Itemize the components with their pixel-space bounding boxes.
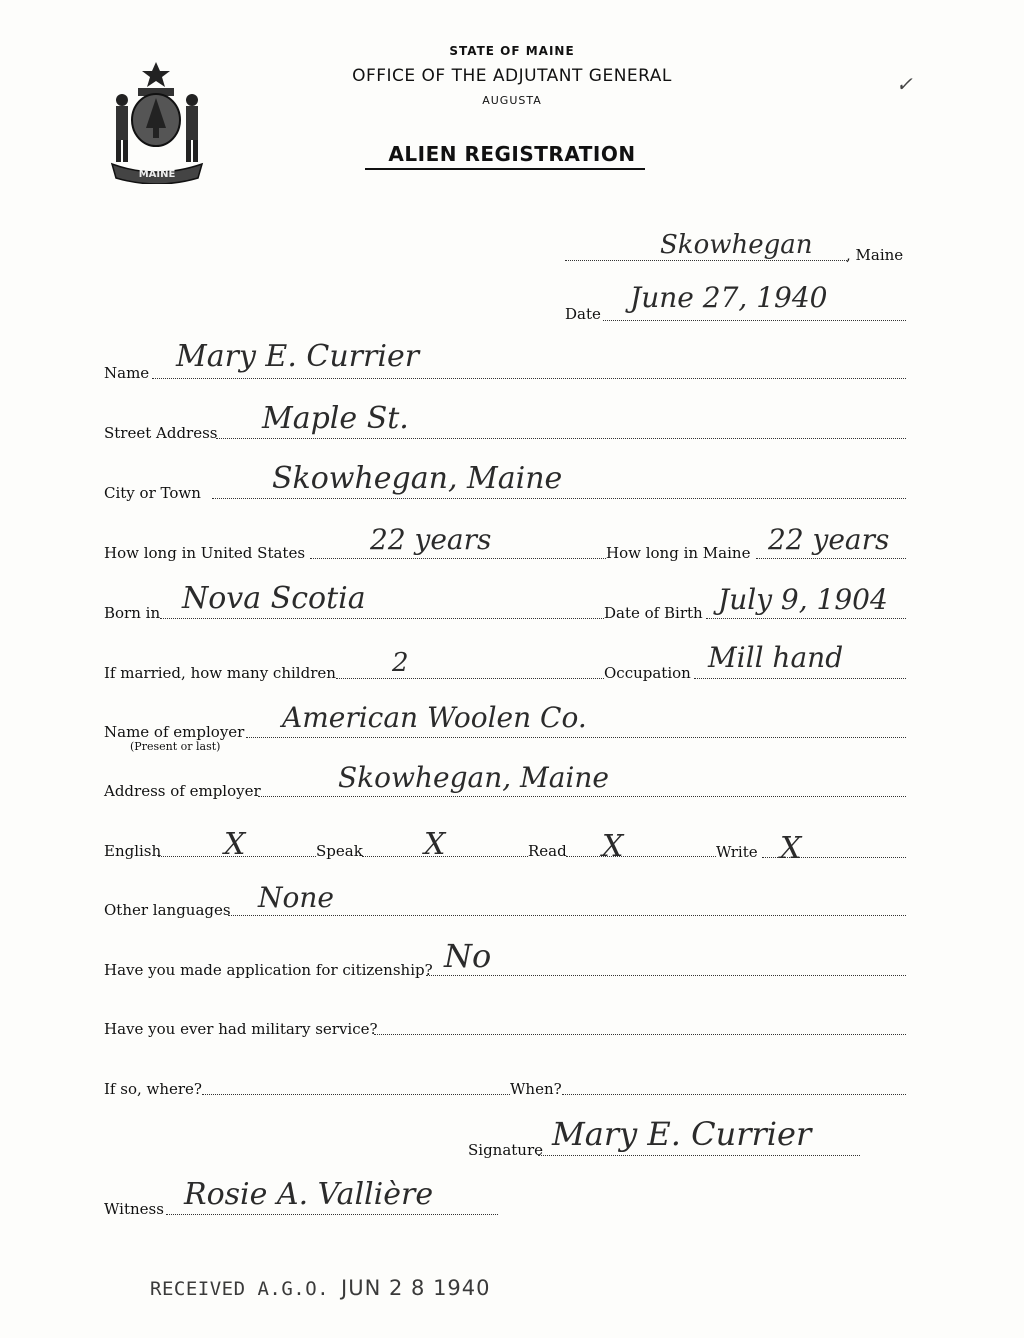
how-long-us-label: How long in United States	[104, 544, 306, 562]
occupation-label: Occupation	[604, 664, 691, 682]
name-label: Name	[104, 364, 150, 382]
city-or-town-label: City or Town	[104, 484, 201, 502]
write-value: X	[780, 831, 802, 866]
date-label: Date	[565, 305, 601, 323]
born-in-line	[160, 618, 604, 619]
read-value: X	[602, 829, 624, 864]
when-line	[562, 1094, 906, 1095]
employer-name-value: American Woolen Co.	[282, 701, 587, 734]
english-value: X	[224, 827, 246, 862]
when-label: When?	[510, 1080, 562, 1098]
employer-address-label: Address of employer	[104, 782, 261, 800]
date-of-birth-line	[706, 618, 906, 619]
english-label: English	[104, 842, 162, 860]
how-long-us-value: 22 years	[370, 523, 492, 556]
where-line	[202, 1094, 510, 1095]
occupation-line	[694, 678, 906, 679]
received-stamp-date: JUN 2 8 1940	[341, 1276, 491, 1300]
city-heading: AUGUSTA	[482, 94, 542, 107]
where-label: If so, where?	[104, 1080, 202, 1098]
town-value: Skowhegan	[660, 230, 813, 260]
seal-banner-text: MAINE	[138, 169, 176, 180]
how-long-maine-label: How long in Maine	[606, 544, 751, 562]
title-underline	[365, 168, 645, 170]
citizenship-label: Have you made application for citizenship?	[104, 961, 433, 979]
employer-name-line	[246, 737, 906, 738]
military-line	[374, 1034, 906, 1035]
born-in-label: Born in	[104, 604, 161, 622]
citizenship-value: No	[444, 937, 492, 975]
date-of-birth-value: July 9, 1904	[718, 583, 888, 616]
name-line	[152, 378, 906, 379]
military-label: Have you ever had military service?	[104, 1020, 378, 1038]
date-line	[603, 320, 906, 321]
street-address-label: Street Address	[104, 424, 218, 442]
other-languages-value: None	[258, 881, 334, 914]
received-stamp-text: RECEIVED A.G.O.	[150, 1278, 330, 1300]
office-heading: OFFICE OF THE ADJUTANT GENERAL	[352, 66, 672, 86]
witness-label: Witness	[104, 1200, 164, 1218]
date-of-birth-label: Date of Birth	[604, 604, 703, 622]
children-line	[336, 678, 604, 679]
other-languages-label: Other languages	[104, 901, 231, 919]
how-long-us-line	[310, 558, 606, 559]
write-label: Write	[716, 843, 758, 861]
city-or-town-value: Skowhegan, Maine	[272, 461, 563, 496]
maine-label: , Maine	[846, 246, 904, 264]
employer-name-label: Name of employer	[104, 723, 245, 741]
children-value: 2	[392, 648, 409, 678]
citizenship-line	[426, 975, 906, 976]
speak-label: Speak	[316, 842, 363, 860]
signature-value: Mary E. Currier	[552, 1115, 812, 1153]
employer-name-note: (Present or last)	[130, 740, 221, 753]
corner-check-mark: ✓	[896, 72, 913, 96]
born-in-value: Nova Scotia	[182, 581, 366, 616]
children-label: If married, how many children	[104, 664, 336, 682]
received-stamp	[150, 1276, 491, 1300]
occupation-value: Mill hand	[708, 641, 844, 674]
signature-label: Signature	[468, 1141, 544, 1159]
read-line	[566, 856, 716, 857]
city-or-town-line	[212, 498, 906, 499]
how-long-maine-value: 22 years	[768, 523, 890, 556]
witness-line	[166, 1214, 498, 1215]
signature-line	[538, 1155, 860, 1156]
form-title: ALIEN REGISTRATION	[388, 142, 636, 166]
employer-address-line	[258, 796, 906, 797]
street-address-line	[216, 438, 906, 439]
name-value: Mary E. Currier	[176, 339, 420, 374]
read-label: Read	[528, 842, 567, 860]
date-value: June 27, 1940	[630, 281, 828, 314]
how-long-maine-line	[756, 558, 906, 559]
street-address-value: Maple St.	[262, 401, 409, 436]
town-line	[565, 260, 847, 261]
employer-address-value: Skowhegan, Maine	[338, 761, 609, 794]
state-heading: STATE OF MAINE	[449, 44, 575, 58]
other-languages-line	[228, 915, 906, 916]
witness-value: Rosie A. Vallière	[184, 1177, 434, 1212]
speak-value: X	[424, 827, 446, 862]
